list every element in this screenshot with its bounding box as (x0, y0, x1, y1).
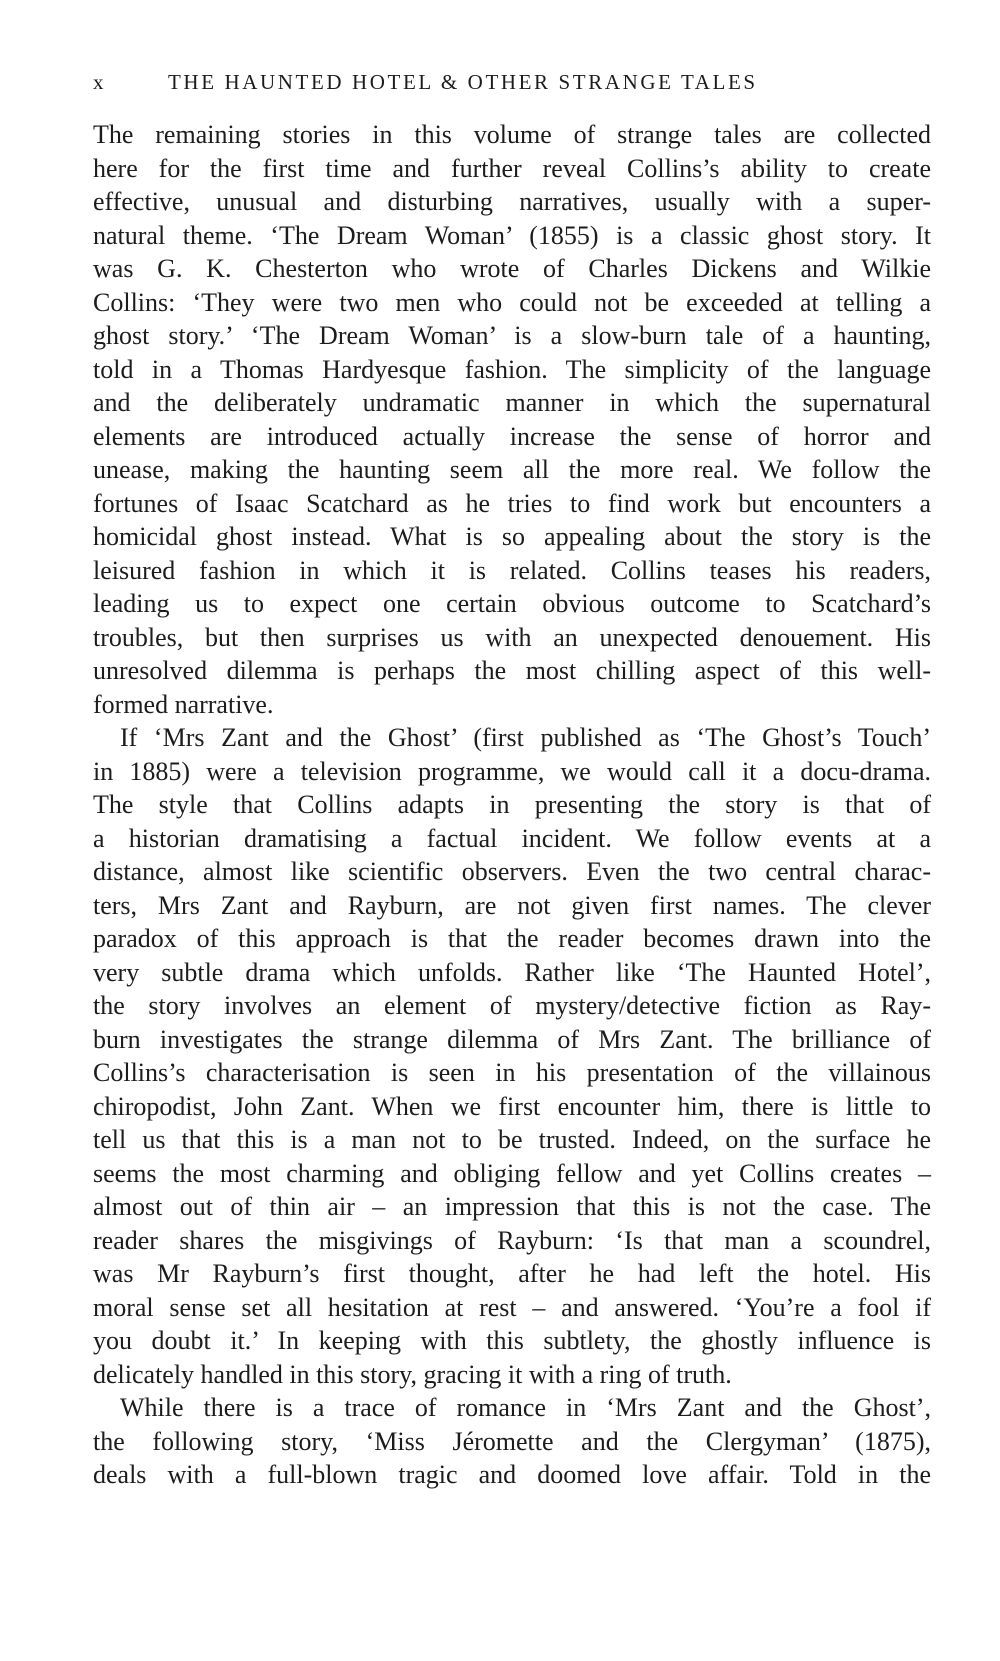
text-line: leisured fashion in which it is related. Collins teases his readers, (93, 555, 931, 585)
text-line: The remaining stories in this volume of strange tales are collected (93, 120, 931, 149)
text-line: unease, making the haunting seem all the more real. We follow the (93, 455, 931, 484)
text-line: moral sense set all hesitation at rest – and answered. ‘You’re a fool if (93, 1292, 931, 1322)
text-line: Collins: ‘They were two men who could not be exceeded at telling a (93, 287, 931, 317)
text-line: ghost story.’ ‘The Dream Woman’ is a slow-burn tale of a haunting, (93, 321, 931, 350)
text-line: the following story, ‘Miss Jéromette and the Clergyman’ (1875), (93, 1426, 931, 1456)
text-line: fortunes of Isaac Scatchard as he tries to find work but encounters a (93, 488, 931, 518)
text-line: distance, almost like scientific observers. Even the two central charac- (93, 857, 931, 886)
text-line: told in a Thomas Hardyesque fashion. The simplicity of the language (93, 354, 931, 384)
text-line: was Mr Rayburn’s first thought, after he had left the hotel. His (93, 1259, 931, 1288)
text-line: effective, unusual and disturbing narratives, usually with a super- (93, 187, 931, 216)
text-line: seems the most charming and obliging fellow and yet Collins creates – (93, 1158, 931, 1188)
body-text (93, 118, 931, 1492)
text-line: Collins’s characterisation is seen in his presentation of the villainous (93, 1058, 931, 1087)
text-line: deals with a full-blown tragic and doomed love affair. Told in the (93, 1460, 931, 1489)
text-line: natural theme. ‘The Dream Woman’ (1855) is a classic ghost story. It (93, 220, 931, 250)
text-line: in 1885) were a television programme, we would call it a docu-drama. (93, 756, 931, 786)
text-line: troubles, but then surprises us with an unexpected denouement. His (93, 622, 931, 652)
text-line: was G. K. Chesterton who wrote of Charles Dickens and Wilkie (93, 254, 931, 283)
text-line: chiropodist, John Zant. When we first encounter him, there is little to (93, 1091, 931, 1121)
text-line: reader shares the misgivings of Rayburn: ‘Is that man a scoundrel, (93, 1225, 931, 1255)
page-number: x (93, 70, 107, 94)
text-line: burn investigates the strange dilemma of Mrs Zant. The brilliance of (93, 1024, 931, 1054)
running-header (93, 70, 933, 100)
text-line: almost out of thin air – an impression that this is not the case. The (93, 1192, 931, 1221)
text-line: While there is a trace of romance in ‘Mrs Zant and the Ghost’, (120, 1393, 931, 1422)
text-line: The style that Collins adapts in presenting the story is that of (93, 790, 931, 819)
text-line: tell us that this is a man not to be trusted. Indeed, on the surface he (93, 1125, 931, 1154)
text-line: you doubt it.’ In keeping with this subtlety, the ghostly influence is (93, 1326, 931, 1355)
text-line: ters, Mrs Zant and Rayburn, are not given first names. The clever (93, 890, 931, 920)
text-line: homicidal ghost instead. What is so appealing about the story is the (93, 522, 931, 551)
text-line: the story involves an element of mystery/detective fiction as Ray- (93, 991, 931, 1020)
running-title: THE HAUNTED HOTEL & OTHER STRANGE TALES (168, 70, 758, 94)
text-line: and the deliberately undramatic manner in which the supernatural (93, 388, 931, 417)
text-line: unresolved dilemma is perhaps the most chilling aspect of this well- (93, 656, 931, 685)
text-line: a historian dramatising a factual incident. We follow events at a (93, 823, 931, 853)
text-line: paradox of this approach is that the reader becomes drawn into the (93, 924, 931, 953)
text-line: If ‘Mrs Zant and the Ghost’ (first published as ‘The Ghost’s Touch’ (120, 723, 931, 752)
text-line: elements are introduced actually increase the sense of horror and (93, 421, 931, 451)
text-line: here for the first time and further reveal Collins’s ability to create (93, 153, 931, 183)
text-line: formed narrative. (93, 689, 274, 719)
text-line: leading us to expect one certain obvious outcome to Scatchard’s (93, 589, 931, 618)
text-line: delicately handled in this story, gracing it with a ring of truth. (93, 1359, 732, 1389)
text-line: very subtle drama which unfolds. Rather like ‘The Haunted Hotel’, (93, 957, 931, 987)
